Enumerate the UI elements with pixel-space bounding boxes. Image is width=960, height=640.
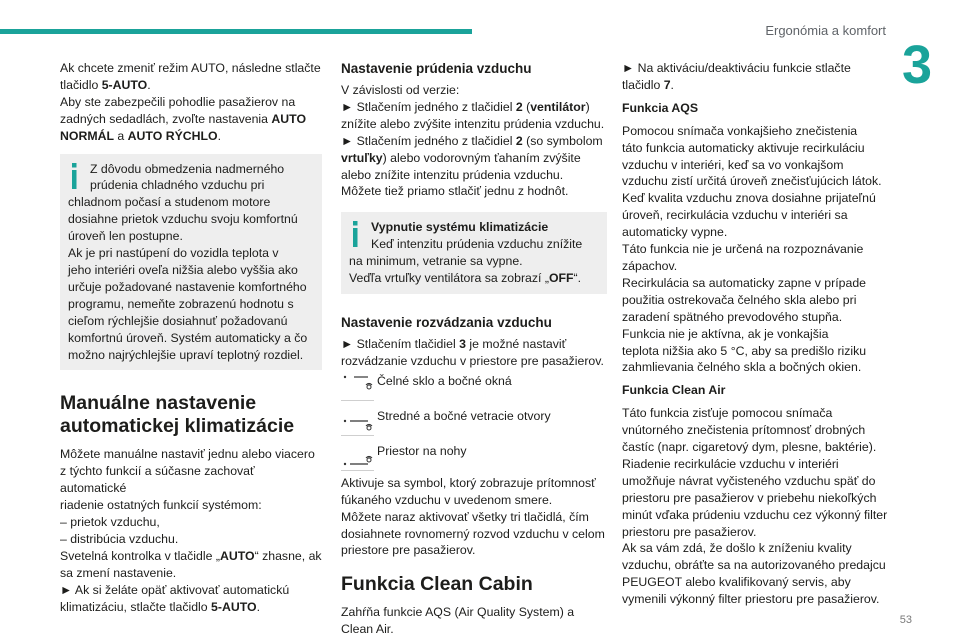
column-left bbox=[60, 60, 322, 615]
info-line: Ak je pri nastúpení do vozidla teplota v bbox=[68, 246, 279, 261]
info-line: úroveň len postupne. bbox=[68, 229, 183, 244]
paragraph: ► Na aktiváciu/deaktiváciu funkcie stlačte tlačidlo 7. bbox=[622, 61, 851, 92]
info-line: určuje požadované nastavenie komfortného bbox=[68, 279, 307, 294]
paragraph: Môžete manuálne nastaviť jednu alebo viacero z týchto funkcií a súčasne zachovať automatické riadenie ostatných funkcií systémom: – prietok vzduchu, – distribúcia vzduchu. Svetelná kontrolka v tlačidle „AUTO“ zhasne, ak sa zmení nastavenie. ► Ak si želáte opäť aktivovať automatickú klimatizáciu, stlačte tlačidlo 5-AUTO. bbox=[60, 447, 322, 614]
paragraph: Pomocou snímača vonkajšieho znečistenia táto funkcia automaticky aktivuje recirkuláciu vzduchu v interiéri, keď sa vo vonkajšom vzduchu zistí určitá úroveň znečisťujúcich látok. Keď kvalita vzduchu znova dosiahne prijateľnú úroveň, recirkulácia vzduchu v interiéri sa automaticky vypne. Táto funkcia nie je určená na rozpoznávanie zápachov. Recirkulácia sa automaticky zapne v prípade použitia ostrekovača čelného skla alebo pri zaradení spätného prevodového stupňa. Funkcia nie je aktívna, ak je vonkajšia teplota nižšia ako 5 °C, aby sa predišlo riziku zahmlievania čelného skla a bočných okien. bbox=[622, 123, 882, 375]
footwell-vent-icon bbox=[341, 442, 374, 471]
mode-row-center-side bbox=[341, 407, 607, 436]
heading-manual-settings: Manuálne nastavenie automatickej klimatizácie bbox=[60, 392, 295, 438]
info-icon bbox=[66, 163, 82, 189]
heading-distribution: Nastavenie rozvádzania vzduchu bbox=[341, 314, 552, 330]
info-line: Z dôvodu obmedzenia nadmerného bbox=[90, 161, 285, 176]
column-middle bbox=[341, 60, 607, 638]
info-line: dosiahne prietok vzduchu svoju komfortnú bbox=[68, 212, 298, 227]
heading-aqs: Funkcia AQS bbox=[622, 100, 699, 115]
paragraph: ► Stlačením tlačidiel 3 je možné nastaviť rozvádzanie vzduchu v priestore pre pasažierov. bbox=[341, 336, 604, 368]
heading-clean-cabin: Funkcia Clean Cabin bbox=[341, 573, 533, 596]
info-icon bbox=[347, 221, 363, 247]
page-number: 53 bbox=[899, 614, 912, 626]
mode-label: Stredné a bočné vetracie otvory bbox=[377, 408, 551, 423]
info-line: Keď intenzitu prúdenia vzduchu znížite bbox=[371, 237, 583, 252]
column-right bbox=[622, 60, 890, 608]
paragraph: Ak chcete zmeniť režim AUTO, následne stlačte tlačidlo 5-AUTO. Aby ste zabezpečili pohodlie pasažierov na zadných sedadlách, zvoľte nastavenia AUTO NORMÁL a AUTO RÝCHLO. bbox=[60, 61, 321, 143]
info-line: na minimum, vetranie sa vypne. bbox=[349, 254, 523, 269]
info-line: jeho interiéri oveľa nižšia alebo vyššia ako bbox=[68, 262, 298, 277]
info-title: Vypnutie systému klimatizácie bbox=[371, 220, 549, 235]
mode-label: Čelné sklo a bočné okná bbox=[377, 373, 512, 388]
heading-airflow: Nastavenie prúdenia vzduchu bbox=[341, 61, 532, 76]
info-line: programu, nemeňte zobrazenú hodnotu s bbox=[68, 296, 294, 311]
info-line: komfortnú úroveň. Systém automaticky a čo bbox=[68, 330, 308, 345]
chapter-number: 3 bbox=[902, 35, 933, 95]
header-accent-bar bbox=[0, 29, 472, 34]
windscreen-vent-icon bbox=[341, 372, 374, 401]
mode-row-windscreen bbox=[341, 372, 607, 401]
info-line: chladnom počasí a studenom motore bbox=[68, 195, 271, 210]
paragraph: Aktivuje sa symbol, ktorý zobrazuje prítomnosť fúkaného vzduchu v uvedenom smere. Môžete naraz aktivovať všetky tri tlačidlá, čím dosiahnete rovnomerný rozvod vzduchu v celom priestore pre pasažierov. bbox=[341, 475, 605, 558]
center-side-vent-icon bbox=[341, 407, 374, 436]
paragraph: Táto funkcia zisťuje pomocou snímača vnútorného znečistenia prítomnosť drobných častíc (napr. cigaretový dym, plesne, baktérie). Riadenie recirkulácie vzduchu v interiéri umožňuje návrat vyčisteného vzduchu späť do priestoru pre pasažierov v priebehu niekoľkých minút vďaka prúdeniu vzduchu cez výkonný filter priestoru pre pasažierov. Ak sa vám zdá, že došlo k zníženiu kvality vzduchu, obráťte sa na autorizovaného predajcu PEUGEOT alebo kvalifikovaný servis, aby vymenili výkonný filter priestoru pre pasažierov. bbox=[622, 406, 888, 607]
info-line: prúdenia chladného vzduchu pri bbox=[90, 178, 265, 193]
info-line: Veďľa vrtuľky ventilátora sa zobrazí „OFF“. bbox=[349, 271, 582, 286]
paragraph: Zahŕňa funkcie AQS (Air Quality System) a Clean Air. bbox=[341, 605, 575, 637]
info-note bbox=[60, 154, 322, 371]
mode-row-footwell bbox=[341, 442, 607, 471]
info-note bbox=[341, 212, 607, 294]
section-title: Ergonómia a komfort bbox=[765, 23, 886, 38]
heading-clean-air: Funkcia Clean Air bbox=[622, 383, 726, 398]
mode-label: Priestor na nohy bbox=[377, 443, 467, 458]
info-line: možno najrýchlejšie upraví teplotný rozdiel. bbox=[68, 347, 304, 362]
paragraph: V závislosti od verzie: ► Stlačením jedného z tlačidiel 2 (ventilátor) znížite alebo zvýšite intenzitu prúdenia vzduchu. ► Stlačením jedného z tlačidiel 2 (so symbolom vrtuľky) alebo vodorovným ťahaním zvýšite alebo znížite intenzitu prúdenia vzduchu. Môžete tiež priamo stlačiť jednu z hodnôt. bbox=[341, 83, 605, 199]
info-line: cieľom rýchlejšie dosiahnuť požadovanú bbox=[68, 313, 288, 328]
